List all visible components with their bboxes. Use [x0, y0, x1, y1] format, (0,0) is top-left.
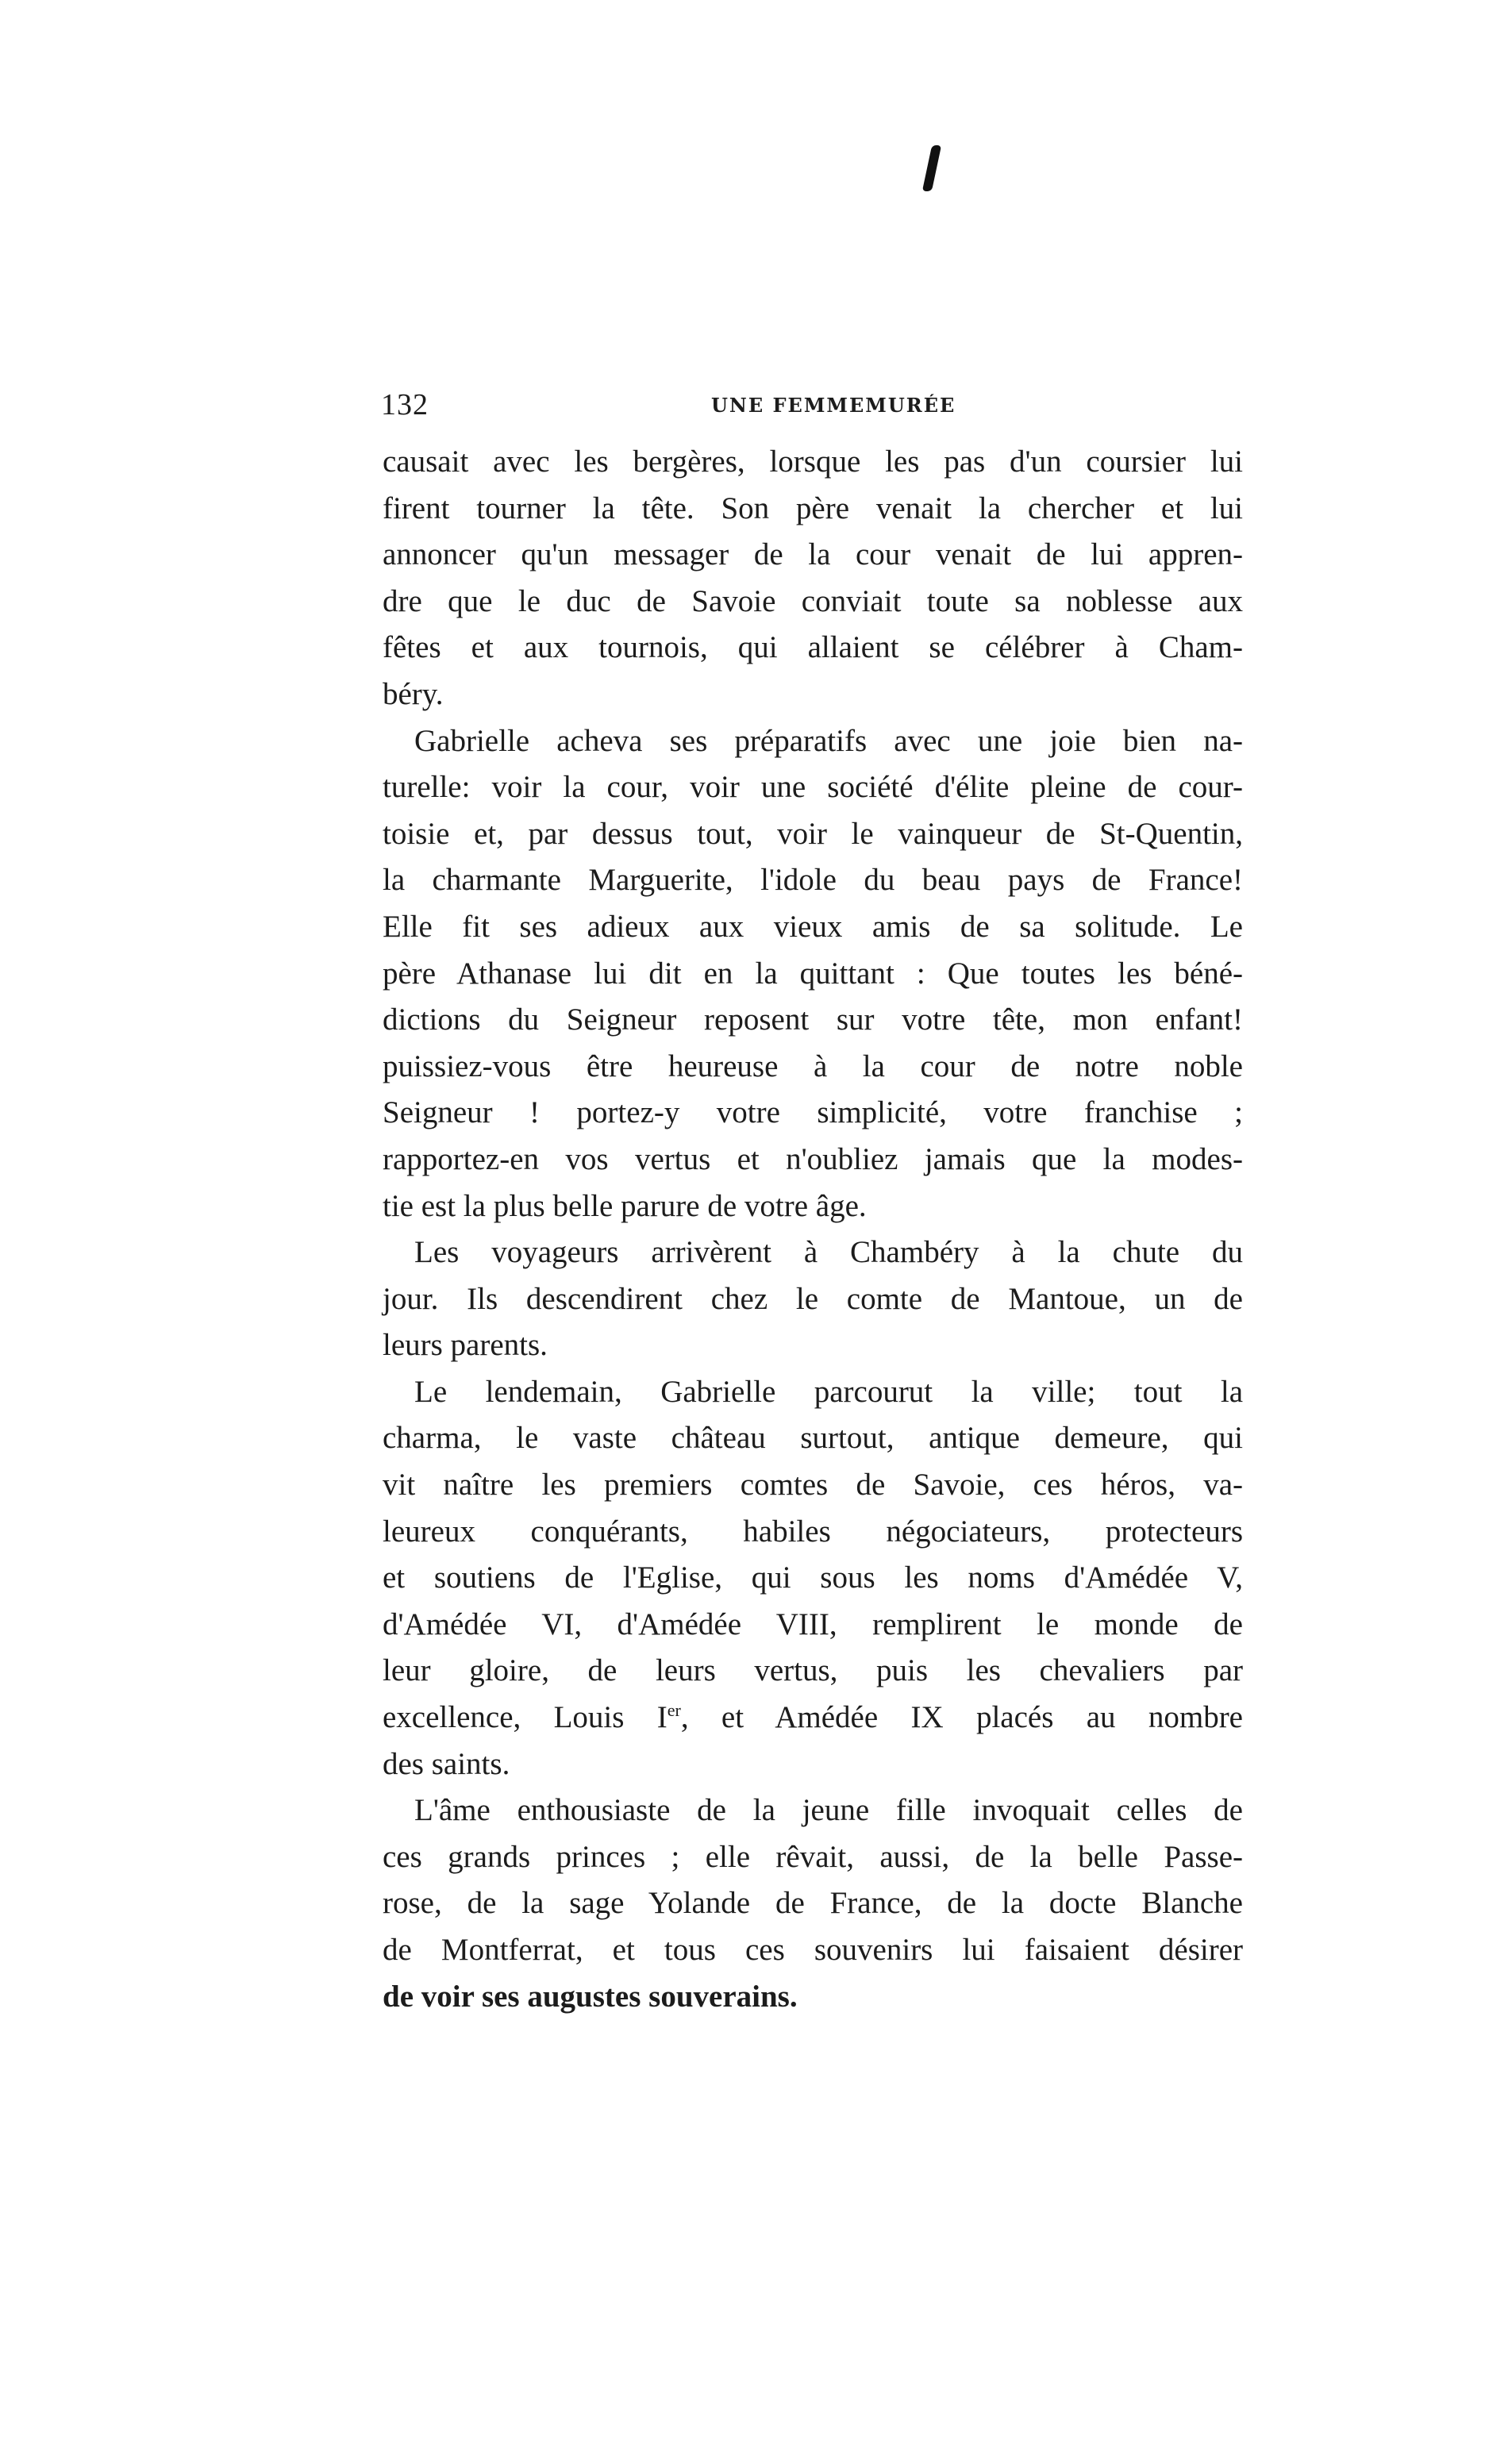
running-title: UNE FEMMEMURÉE [711, 394, 956, 417]
text-line: puissiez-vous être heureuse à la cour de notre noble [383, 1049, 1243, 1083]
text-line: dictions du Seigneur reposent sur votre tête, mon enfant! [383, 1002, 1243, 1037]
text-line: leur gloire, de leurs vertus, puis les chevaliers par [383, 1653, 1243, 1688]
text-line: Gabrielle acheva ses préparatifs avec une joie bien na- [414, 723, 1243, 758]
text-line: leureux conquérants, habiles négociateurs, protecteurs [383, 1514, 1243, 1549]
superscript: er [667, 1700, 681, 1721]
text-line: causait avec les bergères, lorsque les pas d'un coursier lui [383, 444, 1243, 479]
text-line: toisie et, par dessus tout, voir le vainqueur de St-Quentin, [383, 816, 1243, 851]
ink-mark [922, 145, 941, 191]
text-line: des saints. [383, 1746, 510, 1781]
text-line: charma, le vaste château surtout, antique demeure, qui [383, 1421, 1243, 1456]
text-line: Elle fit ses adieux aux vieux amis de sa solitude. Le [383, 909, 1243, 944]
text-line: Seigneur ! portez-y votre simplicité, votre franchise ; [383, 1095, 1243, 1130]
text-line: Les voyageurs arrivèrent à Chambéry à la chute du [414, 1235, 1243, 1270]
text-segment: excellence, Louis I [383, 1700, 668, 1735]
text-line: rose, de la sage Yolande de France, de la docte Blanche [383, 1886, 1243, 1921]
text-line: vit naître les premiers comtes de Savoie, ces héros, va- [383, 1468, 1243, 1503]
page-number: 132 [381, 388, 429, 421]
text-line: firent tourner la tête. Son père venait la chercher et lui [383, 491, 1243, 525]
text-line: rapportez-en vos vertus et n'oubliez jamais que la modes- [383, 1141, 1243, 1176]
text-line: L'âme enthousiaste de la jeune fille invoquait celles de [414, 1793, 1243, 1828]
text-line: béry. [383, 676, 444, 711]
text-line: d'Amédée VI, d'Amédée VIII, remplirent le monde de [383, 1607, 1243, 1641]
text-line: ces grands princes ; elle rêvait, aussi, de la belle Passe- [383, 1839, 1243, 1874]
text-line: de voir ses augustes souverains. [383, 1979, 798, 2014]
text-line: et soutiens de l'Eglise, qui sous les noms d'Amédée V, [383, 1560, 1243, 1595]
running-head [381, 387, 1254, 427]
text-line: dre que le duc de Savoie conviait toute sa noblesse aux [383, 583, 1243, 618]
text-line: turelle: voir la cour, voir une société d'élite pleine de cour- [383, 770, 1243, 805]
text-line: fêtes et aux tournois, qui allaient se célébrer à Cham- [383, 630, 1243, 665]
text-line: père Athanase lui dit en la quittant : Que toutes les béné- [383, 956, 1243, 991]
text-line: annoncer qu'un messager de la cour venait de lui appren- [383, 537, 1243, 572]
body-text [383, 439, 1243, 2020]
text-line: Le lendemain, Gabrielle parcourut la ville; tout la [414, 1374, 1243, 1409]
text-line: de Montferrat, et tous ces souvenirs lui faisaient désirer [383, 1933, 1243, 1967]
text-line-with-superscript [383, 1695, 1243, 1741]
text-line: leurs parents. [383, 1328, 548, 1363]
text-line: tie est la plus belle parure de votre âge. [383, 1188, 867, 1223]
text-line: la charmante Marguerite, l'idole du beau pays de France! [383, 863, 1243, 898]
text-segment: , et Amédée IX placés au nombre [680, 1700, 1243, 1735]
text-line: jour. Ils descendirent chez le comte de Mantoue, un de [383, 1281, 1243, 1316]
